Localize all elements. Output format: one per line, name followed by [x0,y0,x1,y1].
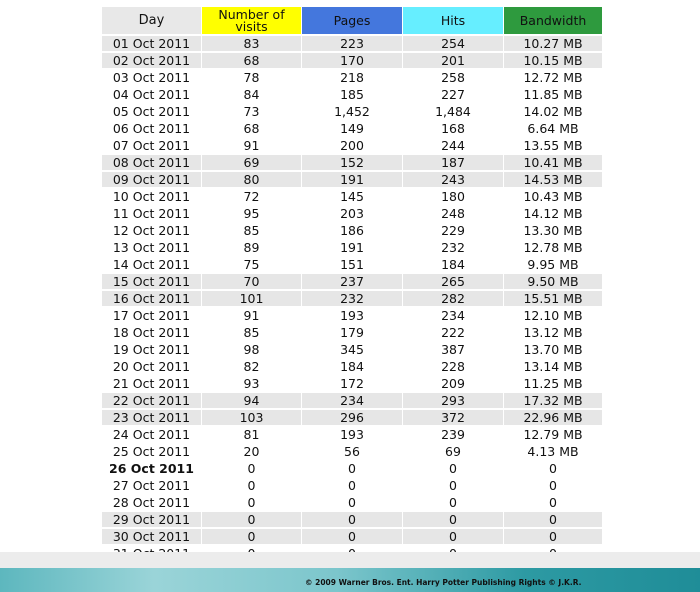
bandwidth-cell: 0 [504,495,602,512]
visits-cell: 68 [202,53,301,70]
bandwidth-cell: 17.32 MB [504,393,602,410]
day-cell: 02 Oct 2011 [102,53,201,70]
day-cell: 23 Oct 2011 [102,410,201,427]
pages-cell: 191 [302,240,402,257]
day-cell: 20 Oct 2011 [102,359,201,376]
bandwidth-cell: 14.12 MB [504,206,602,223]
visits-cell: 75 [202,257,301,274]
table-row [102,223,602,240]
day-cell: 12 Oct 2011 [102,223,201,240]
table-row [102,325,602,342]
hits-cell: 0 [403,529,503,546]
visits-cell: 91 [202,308,301,325]
hits-cell: 168 [403,121,503,138]
hits-cell: 229 [403,223,503,240]
table-row [102,104,602,121]
hits-cell: 239 [403,427,503,444]
table-row [102,257,602,274]
visits-cell: 93 [202,376,301,393]
pages-cell: 0 [302,529,402,546]
daily-stats-table [101,7,603,563]
hits-cell: 201 [403,53,503,70]
visits-cell: 85 [202,325,301,342]
table-row [102,410,602,427]
pages-cell: 191 [302,172,402,189]
hits-cell: 265 [403,274,503,291]
day-cell: 27 Oct 2011 [102,478,201,495]
day-cell: 13 Oct 2011 [102,240,201,257]
hits-cell: 228 [403,359,503,376]
bandwidth-cell: 10.27 MB [504,36,602,53]
day-cell: 15 Oct 2011 [102,274,201,291]
table-row [102,240,602,257]
visits-cell: 0 [202,461,301,478]
pages-cell: 56 [302,444,402,461]
visits-cell: 95 [202,206,301,223]
hits-cell: 372 [403,410,503,427]
bandwidth-cell: 12.10 MB [504,308,602,325]
bandwidth-cell: 14.02 MB [504,104,602,121]
table-row [102,206,602,223]
visits-cell: 0 [202,529,301,546]
visits-cell: 80 [202,172,301,189]
visits-cell: 101 [202,291,301,308]
day-column-header: Day [102,7,201,36]
table-row [102,478,602,495]
hits-cell: 184 [403,257,503,274]
bandwidth-cell: 10.15 MB [504,53,602,70]
visits-cell: 72 [202,189,301,206]
pages-cell: 223 [302,36,402,53]
table-row [102,36,602,53]
bandwidth-cell: 22.96 MB [504,410,602,427]
bandwidth-cell: 12.78 MB [504,240,602,257]
pages-cell: 232 [302,291,402,308]
visits-cell: 94 [202,393,301,410]
pages-cell: 1,452 [302,104,402,121]
bandwidth-cell: 12.72 MB [504,70,602,87]
day-cell: 10 Oct 2011 [102,189,201,206]
visits-cell: 83 [202,36,301,53]
visits-cell: 81 [202,427,301,444]
visits-cell: 85 [202,223,301,240]
day-cell: 03 Oct 2011 [102,70,201,87]
day-cell: 26 Oct 2011 [102,461,201,478]
visits-cell: 103 [202,410,301,427]
visits-cell: 0 [202,512,301,529]
day-cell: 30 Oct 2011 [102,529,201,546]
table-row [102,529,602,546]
daily-stats-table-container [101,7,602,552]
bandwidth-cell: 15.51 MB [504,291,602,308]
visits-cell: 98 [202,342,301,359]
pages-cell: 151 [302,257,402,274]
table-row [102,427,602,444]
day-cell: 25 Oct 2011 [102,444,201,461]
table-row [102,189,602,206]
table-row [102,172,602,189]
hits-cell: 293 [403,393,503,410]
day-cell: 09 Oct 2011 [102,172,201,189]
hits-cell: 1,484 [403,104,503,121]
pages-cell: 218 [302,70,402,87]
bandwidth-cell: 10.41 MB [504,155,602,172]
visits-cell: 78 [202,70,301,87]
day-cell: 01 Oct 2011 [102,36,201,53]
visits-cell: 0 [202,478,301,495]
pages-cell: 296 [302,410,402,427]
visits-cell: 70 [202,274,301,291]
pages-cell: 172 [302,376,402,393]
day-cell: 29 Oct 2011 [102,512,201,529]
day-cell: 21 Oct 2011 [102,376,201,393]
footer-spacer [0,552,700,568]
table-row [102,138,602,155]
visits-cell: 20 [202,444,301,461]
pages-cell: 179 [302,325,402,342]
day-cell: 16 Oct 2011 [102,291,201,308]
hits-cell: 232 [403,240,503,257]
table-row [102,359,602,376]
hits-cell: 0 [403,495,503,512]
table-row [102,512,602,529]
bandwidth-cell: 0 [504,461,602,478]
pages-cell: 149 [302,121,402,138]
visits-cell: 68 [202,121,301,138]
day-cell: 17 Oct 2011 [102,308,201,325]
table-row [102,121,602,138]
hits-cell: 227 [403,87,503,104]
hits-cell: 258 [403,70,503,87]
hits-cell: 0 [403,512,503,529]
pages-cell: 237 [302,274,402,291]
pages-cell: 0 [302,512,402,529]
bandwidth-cell: 10.43 MB [504,189,602,206]
day-cell: 22 Oct 2011 [102,393,201,410]
table-row [102,53,602,70]
bandwidth-cell: 13.14 MB [504,359,602,376]
bandwidth-cell: 13.30 MB [504,223,602,240]
day-cell: 05 Oct 2011 [102,104,201,121]
visits-cell: 82 [202,359,301,376]
hits-cell: 248 [403,206,503,223]
day-cell: 08 Oct 2011 [102,155,201,172]
hits-cell: 69 [403,444,503,461]
bandwidth-cell: 13.55 MB [504,138,602,155]
pages-cell: 345 [302,342,402,359]
day-cell: 14 Oct 2011 [102,257,201,274]
hits-cell: 234 [403,308,503,325]
hits-cell: 209 [403,376,503,393]
table-row [102,274,602,291]
visits-cell: 89 [202,240,301,257]
bandwidth-column-header: Bandwidth [504,7,602,36]
visits-cell: 0 [202,495,301,512]
day-cell: 11 Oct 2011 [102,206,201,223]
bandwidth-cell: 13.70 MB [504,342,602,359]
table-row [102,495,602,512]
day-cell: 06 Oct 2011 [102,121,201,138]
pages-cell: 185 [302,87,402,104]
visits-cell: 69 [202,155,301,172]
bandwidth-cell: 11.85 MB [504,87,602,104]
hits-cell: 243 [403,172,503,189]
day-cell: 04 Oct 2011 [102,87,201,104]
pages-cell: 152 [302,155,402,172]
table-row [102,308,602,325]
pages-cell: 145 [302,189,402,206]
bandwidth-cell: 0 [504,512,602,529]
pages-cell: 170 [302,53,402,70]
bandwidth-cell: 12.79 MB [504,427,602,444]
table-row [102,70,602,87]
pages-cell: 193 [302,427,402,444]
day-cell: 07 Oct 2011 [102,138,201,155]
table-header-row [102,7,602,36]
day-cell: 24 Oct 2011 [102,427,201,444]
day-cell: 28 Oct 2011 [102,495,201,512]
bandwidth-cell: 9.50 MB [504,274,602,291]
table-row [102,444,602,461]
table-row [102,291,602,308]
table-row [102,87,602,104]
hits-cell: 0 [403,478,503,495]
bandwidth-cell: 14.53 MB [504,172,602,189]
hits-cell: 282 [403,291,503,308]
bandwidth-cell: 0 [504,478,602,495]
copyright-text: © 2009 Warner Bros. Ent. Harry Potter Publishing Rights © J.K.R. [305,578,582,587]
pages-cell: 200 [302,138,402,155]
bandwidth-cell: 6.64 MB [504,121,602,138]
visits-cell: 73 [202,104,301,121]
hits-cell: 244 [403,138,503,155]
pages-cell: 186 [302,223,402,240]
pages-cell: 184 [302,359,402,376]
table-row [102,393,602,410]
hits-cell: 222 [403,325,503,342]
visits-cell: 91 [202,138,301,155]
hits-cell: 187 [403,155,503,172]
bandwidth-cell: 13.12 MB [504,325,602,342]
hits-cell: 180 [403,189,503,206]
table-body [102,36,602,563]
pages-column-header: Pages [302,7,402,36]
hits-column-header: Hits [403,7,503,36]
day-cell: 18 Oct 2011 [102,325,201,342]
bandwidth-cell: 0 [504,529,602,546]
bandwidth-cell: 11.25 MB [504,376,602,393]
pages-cell: 0 [302,478,402,495]
pages-cell: 234 [302,393,402,410]
pages-cell: 203 [302,206,402,223]
bandwidth-cell: 9.95 MB [504,257,602,274]
pages-cell: 193 [302,308,402,325]
visits-column-header: Number of visits [202,7,301,36]
hits-cell: 254 [403,36,503,53]
pages-cell: 0 [302,495,402,512]
bandwidth-cell: 4.13 MB [504,444,602,461]
day-cell: 19 Oct 2011 [102,342,201,359]
pages-cell: 0 [302,461,402,478]
table-row [102,376,602,393]
table-row [102,342,602,359]
table-row [102,155,602,172]
hits-cell: 0 [403,461,503,478]
visits-cell: 84 [202,87,301,104]
table-row [102,461,602,478]
hits-cell: 387 [403,342,503,359]
